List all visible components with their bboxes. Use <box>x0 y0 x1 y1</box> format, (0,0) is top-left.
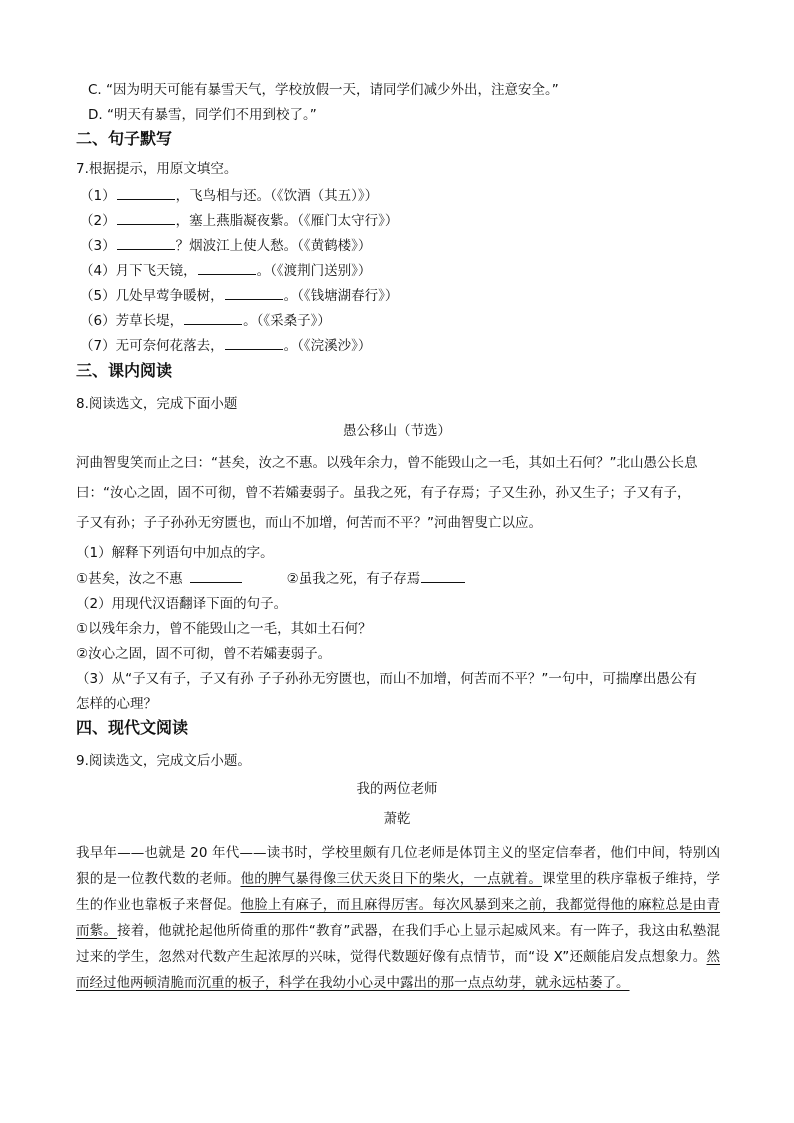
q8-sub3-line-1: （3）从“子又有子，子又有孙 子子孙孙无穷匮也，而山不加增，何苦而不平？”一句中，可揣摩出愚公有 <box>76 671 697 687</box>
section-heading-in-class-reading: 三、课内阅读 <box>76 361 173 380</box>
q7-item-5: （5）几处早莺争暖树， 。（《钱塘湖春行》） <box>80 288 399 304</box>
passage-title-yugong: 愚公移山（节选） <box>343 423 451 439</box>
underlined-sentence: 他脸上有麻子，而且麻得厉害。每次风暴到来之前，我都觉得他的麻粒总是由青而紫。 <box>76 897 721 939</box>
answer-blank[interactable] <box>421 570 465 583</box>
underlined-sentence: 然而经过他两顿清脆而沉重的板子，科学在我幼小心灵中露出的那一点点幼芽，就永远枯萎了。 <box>76 949 720 991</box>
answer-blank[interactable] <box>190 570 242 583</box>
q7-item-7: （7）无可奈何花落去， 。（《浣溪沙》） <box>80 338 372 354</box>
q8-sub2: （2）用现代汉语翻译下面的句子。 <box>76 596 288 612</box>
answer-blank[interactable] <box>184 312 242 325</box>
q8-sub3-line-2: 怎样的心理？ <box>76 696 157 712</box>
q8-sub2-a: ①以残年余力，曾不能毁山之一毛，其如土石何？ <box>76 621 372 637</box>
q7-item-3: （3） ？烟波江上使人愁。（《黄鹤楼》） <box>80 238 372 254</box>
q8-sub1: （1）解释下列语句中加点的字。 <box>76 545 274 561</box>
answer-blank[interactable] <box>198 262 256 275</box>
passage-author: 萧乾 <box>383 811 411 827</box>
passage-line-2: 曰：“汝心之固，固不可彻，曾不若孀妻弱子。虽我之死，有子存焉；子又生孙，孙又生子；子又有子， <box>76 485 691 501</box>
q6-option-d: D. “明天有暴雪，同学们不用到校了。” <box>88 107 317 123</box>
answer-blank[interactable] <box>117 212 175 225</box>
section-heading-modern-reading: 四、现代文阅读 <box>76 718 189 737</box>
answer-blank[interactable] <box>117 187 175 200</box>
passage-title-two-teachers: 我的两位老师 <box>356 781 438 797</box>
answer-blank[interactable] <box>117 237 175 250</box>
q7-item-1: （1） ，飞鸟相与还。（《饮酒（其五）》） <box>80 188 379 204</box>
passage-paragraph: 我早年——也就是 20 年代——读书时，学校里颇有几位老师是体罚主义的坚定信奉者，他们中间，特别凶狠的是一位教代数的老师。他的脾气暴得像三伏天炎日下的柴火，一点就着。课堂里的秩序靠板子维持，学生的作业也靠板子来督促。他脸上有麻子，而且麻得厉害。每次风暴到来之前，我都觉得他的麻粒总是由青而紫。接着，他就抡起他所倚重的那件“教育”武器，在我们手心上显示起威风来。有一阵子，我这由私塾混过来的学生，忽然对代数产生起浓厚的兴味，觉得代数题好像有点情节，而“设 X”还颇能启发点想象力。然而经过他两顿清脆而沉重的板子，科学在我幼小心灵中露出的那一点点幼芽，就永远枯萎了。 <box>76 845 721 991</box>
q6-option-c: C. “因为明天可能有暴雪天气，学校放假一天，请同学们减少外出，注意安全。” <box>88 82 559 98</box>
passage-line-1: 河曲智叟笑而止之曰：“甚矣，汝之不惠。以残年余力，曾不能毁山之一毛，其如土石何？”北山愚公长息 <box>76 455 698 471</box>
q8-sub1-items: ①甚矣，汝之不惠 ②虽我之死，有子存焉 <box>76 569 466 589</box>
q9-prompt: 9.阅读选文，完成文后小题。 <box>76 753 251 769</box>
answer-blank[interactable] <box>225 287 283 300</box>
q8-sub2-b: ②汝心之固，固不可彻，曾不若孀妻弱子。 <box>76 646 332 662</box>
passage-line-3: 子又有孙；子子孙孙无穷匮也，而山不加增，何苦而不平？”河曲智叟亡以应。 <box>76 515 542 531</box>
q7-item-2: （2） ，塞上燕脂凝夜紫。（《雁门太守行》） <box>80 213 399 229</box>
q7-prompt: 7.根据提示，用原文填空。 <box>76 161 238 177</box>
section-heading-recitation: 二、句子默写 <box>76 129 173 148</box>
q7-item-6: （6）芳草长堤， 。（《采桑子》） <box>80 313 331 329</box>
q8-prompt: 8.阅读选文，完成下面小题 <box>76 396 238 412</box>
answer-blank[interactable] <box>225 337 283 350</box>
q7-item-4: （4）月下飞天镜， 。（《渡荆门送别》） <box>80 263 372 279</box>
underlined-sentence: 他的脾气暴得像三伏天炎日下的柴火，一点就着。 <box>240 871 543 887</box>
